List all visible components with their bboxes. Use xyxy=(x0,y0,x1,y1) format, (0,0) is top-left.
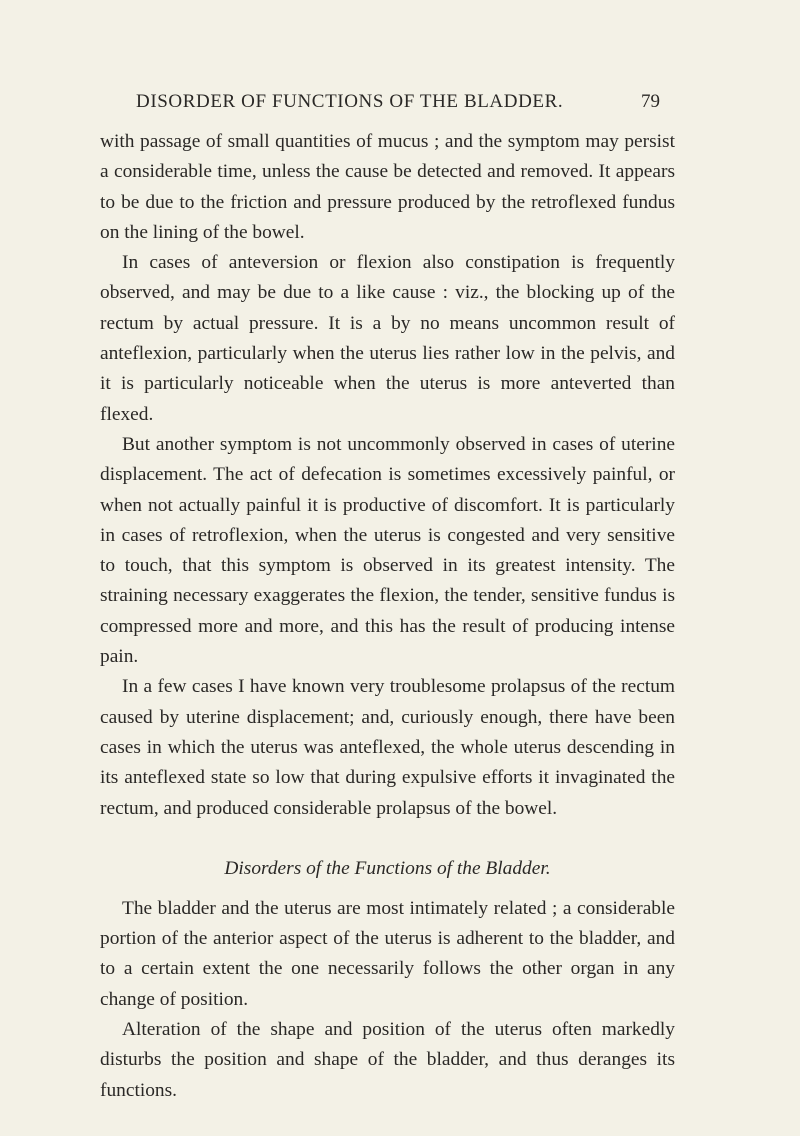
paragraph: But another symptom is not uncommonly observed in cases of uterine displacement. The act of defecation is sometimes excessively painful, or when not actually painful it is productive of discomfort. It is particularly in cases of retroflexion, when the uterus is congested and very sensitive to touch, that this symptom is observed in its greatest intensity. The straining necessary exaggerates the flexion, the tender, sensitive fundus is compressed more and more, and this has the result of producing intense pain. xyxy=(100,433,675,668)
paragraph: In cases of anteversion or flexion also constipation is frequently observed, and may be due to a like cause : viz., the blocking up of the rectum by actual pressure. It is a by no means uncommon result of anteflexion, particularly when the uterus lies rather low in the pelvis, and it is particularly noticeable when the uterus is more anteverted than flexed. xyxy=(100,252,675,425)
section-heading: Disorders of the Functions of the Bladder. xyxy=(224,857,551,879)
page-number: 79 xyxy=(641,91,660,112)
paragraph: with passage of small quantities of mucus ; and the symptom may persist a considerable time, unless the cause be detected and removed. It appears to be due to the friction and pressure produced by the retroflexed fundus on the lining of the bowel. xyxy=(100,131,675,243)
running-head: DISORDER OF FUNCTIONS OF THE BLADDER. xyxy=(136,91,564,112)
body-text xyxy=(100,127,675,1106)
paragraph: In a few cases I have known very troublesome prolapsus of the rectum caused by uterine displacement; and, curiously enough, there have been cases in which the uterus was anteflexed, the whole uterus descending in its anteflexed state so low that during expulsive efforts it invaginated the rectum, and produced considerable prolapsus of the bowel. xyxy=(100,676,675,819)
paragraph: Alteration of the shape and position of the uterus often markedly disturbs the position and shape of the bladder, and thus deranges its functions. xyxy=(100,1019,675,1101)
paragraph: The bladder and the uterus are most intimately related ; a considerable portion of the anterior aspect of the uterus is adherent to the bladder, and to a certain extent the one necessarily follows the other organ in any change of position. xyxy=(100,897,675,1010)
